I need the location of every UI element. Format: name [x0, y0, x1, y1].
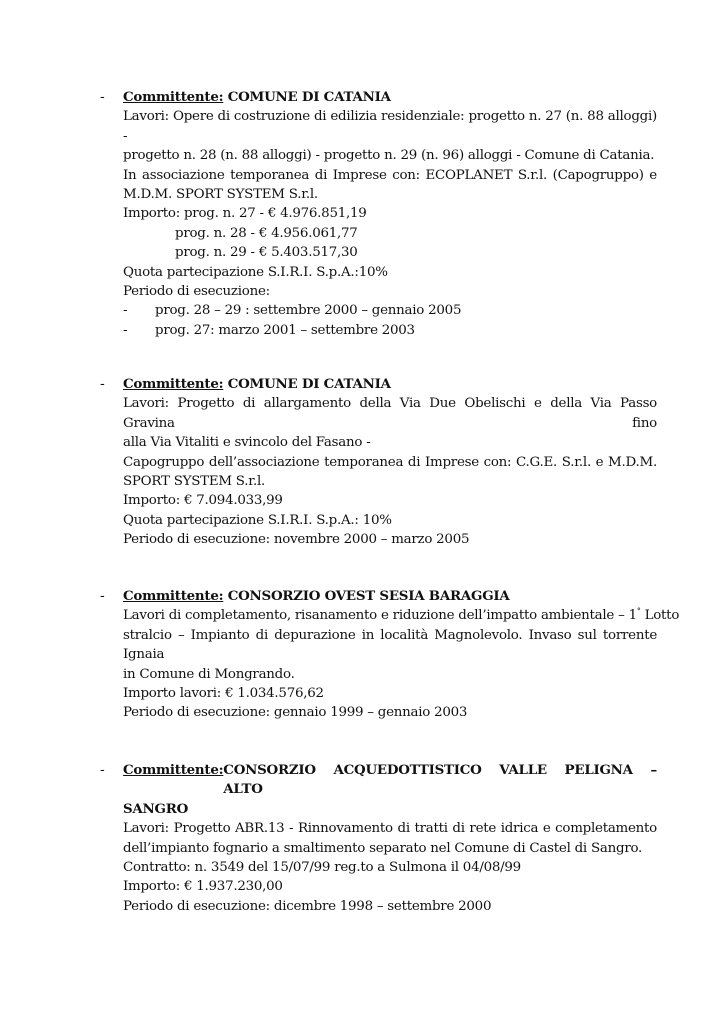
indented-line: prog. n. 29 - € 5.403.517,30: [175, 245, 358, 261]
text-line: Lavori: Progetto di allargamento della Via Due Obelischi e della Via Passo Gravina fino: [123, 396, 657, 431]
bullet-dash: -: [100, 89, 105, 105]
superscript-degree: °: [636, 606, 641, 616]
committente-name: CONSORZIO OVEST SESIA BARAGGIA: [227, 588, 510, 604]
committente-name: CONSORZIO ACQUEDOTTISTICO VALLE PELIGNA – ALTO: [223, 762, 657, 798]
text-line: stralcio – Impianto di depurazione in località Magnolevolo. Invaso sul torrente Ignaia: [123, 627, 657, 663]
committente-name-continued: SANGRO: [123, 800, 189, 817]
text-line: Periodo di esecuzione: gennaio 1999 – gennaio 2003: [123, 705, 468, 721]
entry-body: [123, 587, 680, 723]
text-line-part: Lavori di completamento, risanamento e riduzione dell’impatto ambientale – 1: [123, 608, 637, 624]
committente-label: Committente:: [123, 376, 224, 392]
text-line-part: [637, 606, 679, 625]
bullet-dash: -: [100, 762, 105, 778]
entry-body: [123, 761, 657, 916]
text-line: Lavori: Opere di costruzione di edilizia residenziale: progetto n. 27 (n. 88 alloggi) -: [123, 109, 657, 144]
text-line: Importo: € 1.937.230,00: [123, 879, 283, 895]
text-line: Periodo di esecuzione: dicembre 1998 – settembre 2000: [123, 898, 492, 914]
text-line: Importo: prog. n. 27 - € 4.976.851,19: [123, 206, 367, 222]
committente-heading: [123, 375, 657, 394]
committente-name: COMUNE DI CATANIA: [227, 376, 391, 392]
text-line: Importo lavori: € 1.034.576,62: [123, 686, 324, 702]
committente-label: Committente:: [123, 588, 224, 604]
committente-heading: [123, 761, 657, 800]
sub-item-text: prog. 28 – 29 : settembre 2000 – gennaio 2005: [155, 303, 462, 319]
sub-item: [0, 321, 534, 340]
text-line-part: Lotto: [640, 608, 680, 624]
text-line: Lavori: Progetto ABR.13 - Rinnovamento di tratti di rete idrica e completamento: [123, 821, 657, 837]
committente-label: Committente:: [123, 89, 224, 105]
text-line: [123, 606, 680, 625]
sub-item: [0, 301, 534, 320]
text-line: alla Via Vitaliti e svincolo del Fasano -: [123, 435, 371, 451]
text-line: M.D.M. SPORT SYSTEM S.r.l.: [123, 187, 318, 203]
text-line: Periodo di esecuzione:: [123, 284, 270, 300]
committente-heading: [123, 88, 657, 107]
text-line: In associazione temporanea di Imprese con: ECOPLANET S.r.l. (Capogruppo) e: [123, 167, 657, 183]
sub-item-dash: -: [123, 322, 128, 338]
entry-body: [123, 88, 657, 340]
indented-line: prog. n. 28 - € 4.956.061,77: [175, 225, 358, 241]
text-line: in Comune di Mongrando.: [123, 666, 295, 682]
text-line: Capogruppo dell’associazione temporanea di Imprese con: C.G.E. S.r.l. e M.D.M.: [123, 454, 657, 470]
bullet-dash: -: [100, 376, 105, 392]
text-line: Importo: € 7.094.033,99: [123, 493, 283, 509]
text-line: SPORT SYSTEM S.r.l.: [123, 474, 265, 490]
committente-label: Committente:: [123, 762, 224, 778]
text-line: Quota partecipazione S.I.R.I. S.p.A.: 10%: [123, 512, 392, 528]
text-line: Quota partecipazione S.I.R.I. S.p.A.:10%: [123, 264, 388, 280]
committente-name: COMUNE DI CATANIA: [227, 89, 391, 105]
bullet-dash: -: [100, 588, 105, 604]
text-line: Contratto: n. 3549 del 15/07/99 reg.to a Sulmona il 04/08/99: [123, 860, 521, 876]
text-line: Periodo di esecuzione: novembre 2000 – marzo 2005: [123, 532, 470, 548]
text-line: progetto n. 28 (n. 88 alloggi) - progetto n. 29 (n. 96) alloggi - Comune di Catania.: [123, 148, 655, 164]
committente-heading: [123, 587, 657, 606]
sub-item-text: prog. 27: marzo 2001 – settembre 2003: [155, 322, 415, 338]
sub-item-dash: -: [123, 303, 128, 319]
text-line: dell’impianto fognario a smaltimento separato nel Comune di Castel di Sangro.: [123, 840, 643, 856]
entry-body: [123, 375, 657, 550]
